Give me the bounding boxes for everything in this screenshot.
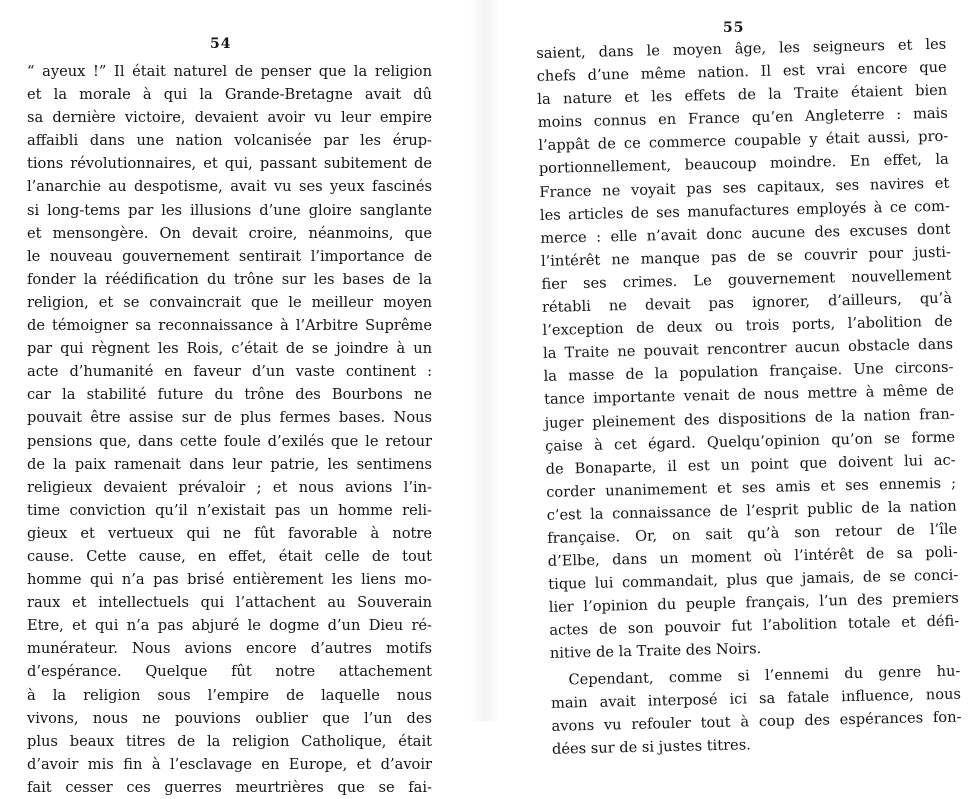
text-line: acte d’humanité en faveur d’un vaste continent : — [27, 363, 432, 381]
text-line: Etre, et qui n’a pas abjuré le dogme d’un Dieu ré- — [27, 617, 432, 635]
text-line: les articles de ses manufactures employés à ce com- — [539, 197, 951, 224]
text-line: car la stabilité future du trône des Bourbons ne — [27, 386, 432, 404]
text-block — [27, 60, 432, 799]
text-line: lier l’opinion du peuple français, l’un des premiers — [548, 589, 959, 617]
text-line: fait cesser ces guerres meurtrières que se fai- — [27, 778, 432, 796]
text-line: moins connus en France qu’en Angleterre : mais — [537, 104, 948, 132]
text-line: pensions que, dans cette foule d’exilés que le retour — [27, 432, 432, 450]
text-line: c’est la connaissance de l’esprit public de la nation — [546, 497, 957, 524]
text-line: sa dernière victoire, devaient avoir vu leur empire — [27, 109, 432, 127]
text-line: corder unanimement et ses amis et ses ennemis ; — [546, 474, 957, 501]
text-line: religion, et se convaincrait que le meilleur moyen — [27, 293, 432, 311]
text-line: tance importante venait de nous mettre à même de — [543, 382, 955, 409]
left-page — [0, 0, 470, 796]
text-block — [536, 33, 962, 761]
text-line: et mensongère. On devait croire, néanmoins, que — [27, 224, 432, 242]
text-line: nitive de la Traite des Noirs. — [549, 640, 762, 663]
text-line: merce : elle n’avait donc aucune des excuses dont — [540, 220, 951, 247]
text-line: à la religion sous l’empire de laquelle nous — [27, 686, 432, 704]
text-line: fier ses crimes. Le gouvernement nouvellement — [541, 266, 952, 293]
text-line: par qui règnent les Rois, c’était de se joindre à un — [27, 340, 432, 358]
text-line: d’avoir mis fin à l’esclavage en Europe, et d’avoir — [27, 755, 432, 773]
text-line: la nature et les effets de la Traite étaient bien — [537, 81, 948, 109]
text-line: homme qui n’a pas brisé entièrement les liens mo- — [27, 571, 432, 589]
text-line: française. Or, on sait qu’à son retour de l’île — [547, 520, 958, 547]
text-line: France ne voyait pas ses capitaux, ses navires et — [539, 174, 950, 201]
text-line: l’anarchie au despotisme, avait vu ses yeux fascinés — [27, 178, 432, 196]
text-line: d’espérance. Quelque fût notre attachement — [27, 663, 432, 681]
text-line: gieux et vertueux qui ne fût favorable à notre — [27, 524, 432, 542]
text-line: portionnellement, beaucoup moindre. En effet, la — [538, 151, 949, 178]
text-line: plus beaux titres de la religion Catholique, était — [27, 732, 432, 750]
text-line: de Bonaparte, il est un point que doivent lui ac- — [545, 451, 956, 478]
text-line: religieux devaient prévaloir ; et nous avions l’in- — [27, 478, 432, 496]
text-line: de la paix ramenait dans leur patrie, les sentimens — [27, 455, 432, 473]
text-line: fonder la réédification du trône sur les bases de la — [27, 270, 432, 288]
text-line: pouvait être assise sur de plus fermes bases. Nous — [27, 409, 432, 427]
text-line: si long-tems par les illusions d’une gloire sanglante — [27, 201, 432, 219]
text-line: saient, dans le moyen âge, les seigneurs et les — [536, 35, 947, 62]
text-line: chefs d’une même nation. Il est vrai encore que — [536, 58, 947, 86]
text-line: affaibli dans une nation volcanisée par les érup- — [27, 132, 432, 150]
book-gutter — [470, 0, 500, 721]
text-line: la Traite ne pouvait rencontrer aucun obstacle dans — [542, 335, 954, 363]
text-line: Cependant, comme si l’ennemi du genre hu- — [568, 662, 961, 688]
text-line: main avait interposé ici sa fatale influence, nous — [550, 685, 962, 712]
text-line: raux et intellectuels qui l’attachent au Souverain — [27, 594, 432, 612]
text-line: l’intérêt ne manque pas de se couvrir pour justi- — [540, 243, 952, 270]
text-line: time conviction qu’il n’existait pas un homme reli- — [27, 501, 432, 519]
text-line: d’Elbe, dans un moment où l’intérêt de sa poli- — [547, 543, 958, 570]
text-line: avons vu refouler tout à coup des espérances fon- — [551, 708, 962, 735]
text-line: cause. Cette cause, en effet, était celle de tout — [27, 547, 432, 565]
text-line: le nouveau gouvernement sentirait l’importance de — [27, 247, 432, 265]
text-line: dées sur de si justes titres. — [551, 736, 752, 758]
text-line: “ ayeux !” Il était naturel de penser que la religion — [27, 63, 432, 80]
text-line: vivons, nous ne pouvions oublier que l’un des — [27, 709, 432, 727]
text-line: de témoigner sa reconnaissance à l’Arbitre Suprême — [27, 317, 432, 335]
text-line: l’exception de deux ou trois ports, l’abolition de — [542, 312, 953, 340]
right-page — [500, 0, 980, 758]
text-line: munérateur. Nous avions encore d’autres motifs — [27, 640, 432, 658]
page-number: 54 — [210, 36, 232, 52]
text-line: la masse de la population française. Une circons- — [543, 358, 954, 386]
text-line: tique lui commandait, plus que jamais, de se conci- — [548, 566, 959, 594]
text-line: tions révolutionnaires, et qui, passant subitement de — [27, 155, 432, 173]
text-line: juger pleinement des dispositions de la nation fran- — [544, 405, 955, 432]
text-line: actes de son pouvoir fut l’abolition totale et défi- — [549, 612, 960, 640]
text-line: l’appât de ce commerce coupable y était aussi, pro- — [538, 128, 949, 155]
page-number: 55 — [723, 20, 745, 36]
text-line: çaise à cet égard. Quelqu’opinion qu’on se forme — [544, 428, 956, 455]
text-line: et la morale à qui la Grande-Bretagne avait dû — [27, 86, 432, 104]
text-line: rétabli ne devait pas ignorer, d’ailleurs, qu’à — [541, 289, 953, 316]
